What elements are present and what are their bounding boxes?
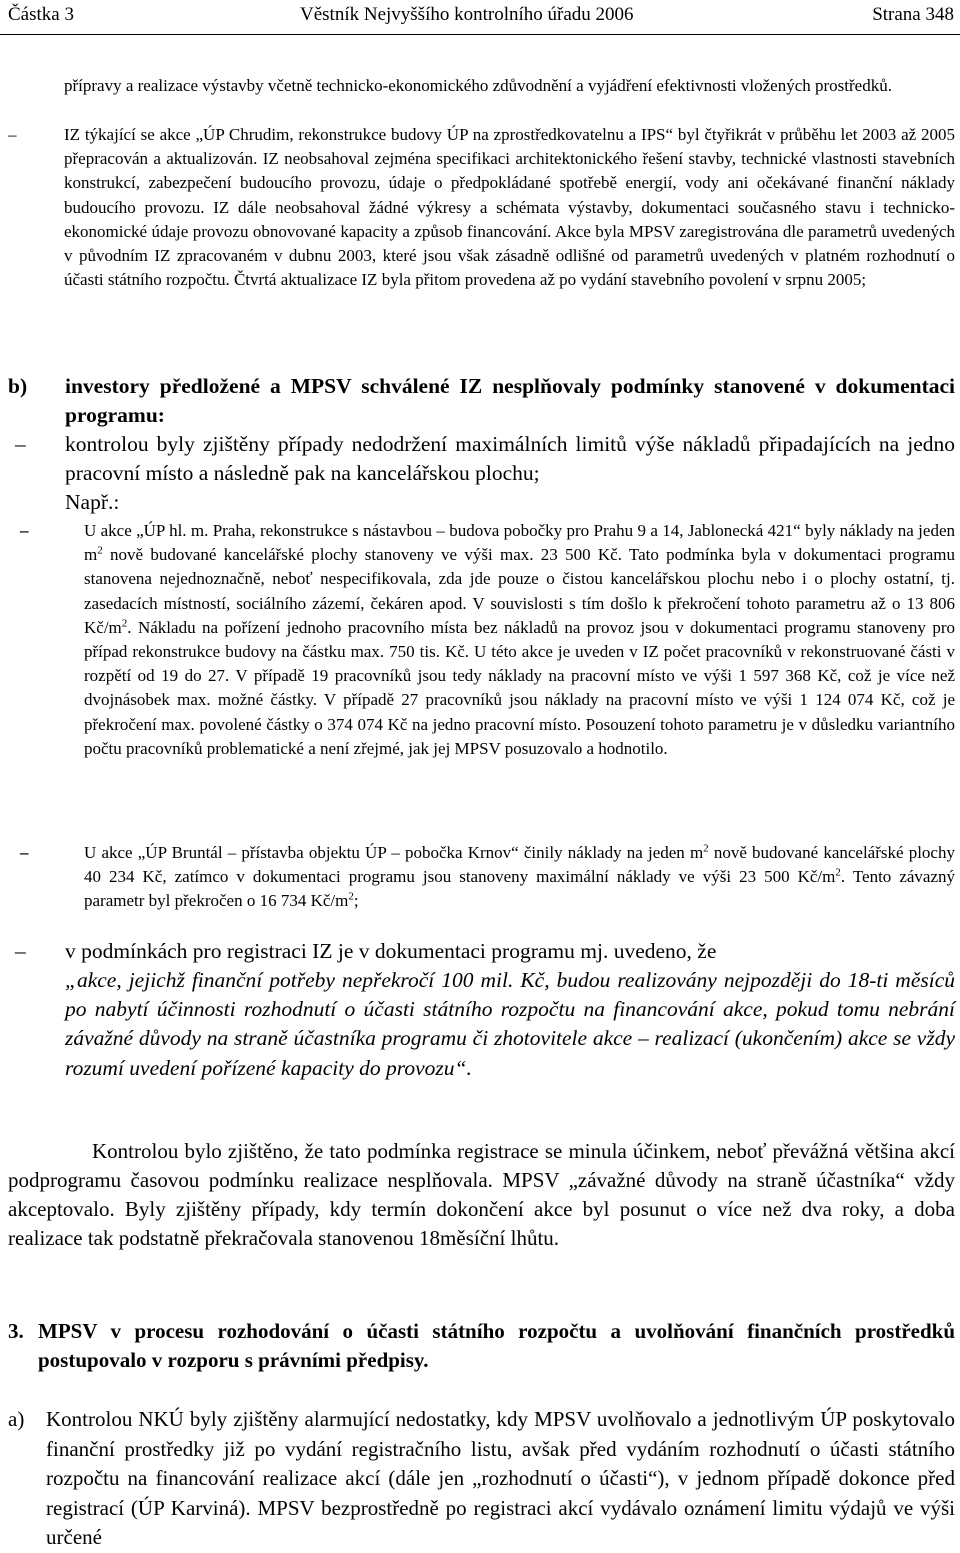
section-3-heading-text: MPSV v procesu rozhodování o účasti státního rozpočtu a uvolňování finančních prostředků postupovalo v rozporu s právními předpisy. [38,1319,955,1372]
list-item-text: kontrolou byly zjištěny případy nedodržení maximálních limitů výše nákladů připadajících na jedno pracovní místo a následně pak na kancelářskou plochu; [65,432,955,485]
section-a-marker: a) [8,1407,25,1431]
section-a [8,1405,955,1553]
section-3-number: 3. [8,1319,24,1343]
section-3 [8,1317,955,1375]
continued-text: přípravy a realizace výstavby včetně technicko-ekonomického zdůvodnění a vyjádření efektivnosti vložených prostředků. [64,76,892,95]
section-a-item [8,1405,955,1553]
header-rule [0,34,960,35]
header-page-number: Strana 348 [872,4,954,25]
body-paragraph [8,1137,955,1253]
paragraph-text: Kontrolou bylo zjištěno, že tato podmínka registrace se minula účinkem, neboť převážná většina akcí podprogramu časovou podmínku realizace nesplňovala. MPSV „závažné důvody na straně účastníka“ vždy akceptovalo. Byly zjištěny případy, kdy termín dokončení akce byl posunut o více než dva roky, a doba realizace tak podstatně překračovala stanovenou 18měsíční lhůtu. [8,1139,955,1250]
top-list-item [8,123,955,292]
section-b-marker: b) [8,374,28,398]
section-b-item-1 [8,430,955,517]
example-label: Např.: [65,490,120,514]
list-dash: – [20,843,29,862]
header-journal-title: Věstník Nejvyššího kontrolního úřadu 2006 [300,4,634,25]
section-b [8,372,955,430]
list-dash: – [15,939,26,963]
top-block [64,74,955,98]
list-dash: – [8,125,17,144]
list-item-text: v podmínkách pro registraci IZ je v dokumentaci programu mj. uvedeno, že [65,939,717,963]
section-b-heading-text: investory předložené a MPSV schválené IZ nesplňovaly podmínky stanovené v dokumentaci programu: [65,374,955,427]
section-a-text: Kontrolou NKÚ byly zjištěny alarmující nedostatky, kdy MPSV uvolňovalo a jednotlivým ÚP poskytovalo finanční prostředky již po vydání registračního listu, avšak před vydáním rozhodnutí o účasti státního rozpočtu na financování realizace akcí (dále jen „rozhodnutí o účasti“), v jednom případě dokonce před registrací (ÚP Karviná). MPSV bezprostředně po registraci akcí vydávalo oznámení limitu výdajů ve výši určené [46,1407,955,1549]
section-3-heading [8,1317,955,1375]
program-quote: „akce, jejichž finanční potřeby nepřekročí 100 mil. Kč, budou realizovány nejpozději do 18-ti měsíců po nabytí účinnosti rozhodnutí o účasti státního rozpočtu na financování akce, pokud tomu nebrání závažné důvody na straně účastníka programu či zhotovitele akce – realizací (ukončením) akce se vždy rozumí uvedení pořízené kapacity do provozu“. [65,968,955,1080]
list-dash: – [20,521,29,540]
page-header [0,0,960,38]
list-item-text: IZ týkající se akce „ÚP Chrudim, rekonstrukce budovy ÚP na zprostředkovatelnu a IPS“ byl čtyřikrát v průběhu let 2003 až 2005 přepracován a aktualizován. IZ neobsahoval zejména specifikaci architektonického řešení stavby, technické vlastnosti stavebních konstrukcí, zabezpečení budoucího provozu, údaje o předpokládané spotřebě energií, vody ani očekávané finanční náklady budoucího provozu. IZ dále neobsahoval žádné výkresy a schémata výstavby, dokumentaci současného stavu i technicko-ekonomické údaje provozu obnovované kapacity a způsob financování. Akce byla MPSV zaregistrována dle parametrů uvedených v původním IZ zpracovaném v dubnu 2003, které jsou však zásadně odlišné od parametrů uvedených v platném rozhodnutí o účasti státního rozpočtu. Čtvrtá aktualizace IZ byla přitom provedena až po vydání stavebního povolení v srpnu 2005; [64,125,955,290]
example-list-2 [0,841,955,914]
example-item-bruntal: – U akce „ÚP Bruntál – přístavba objektu ÚP – pobočka Krnov“ činily náklady na jeden $m^2$ nově budované kancelářské plochy 40 234 Kč, zatímco v dokumentaci programu jsou stanoveny maximální náklady ve výši 23 500 $Kč/m^2$. Tento závazný parametr byl překročen o 16 734 $Kč/m^2$; [20,842,956,911]
section-b-item-2 [8,936,955,1083]
example-list [0,519,955,761]
header-issue: Částka 3 [8,4,74,25]
section-b-heading [8,372,955,430]
example-item-praha: – U akce „ÚP hl. m. Praha, rekonstrukce s nástavbou – budova pobočky pro Prahu 9 a 14, Jablonecká 421“ byly náklady na jeden $m^2$ nově budované kancelářské plochy stanoveny ve výši max. 23 500 Kč. Tato podmínka byla v dokumentaci programu stanovena nejednoznačně, neboť nespecifikovala, zda jde pouze o čistou kancelářskou plochu nebo i o plochy ostatní, tj. zasedacích místností, sociálního zázemí, čekáren apod. V souvislosti s tím došlo k překročení tohoto parametru až o 13 806 $Kč/m^2$. Nákladu na pořízení jednoho pracovního místa bez nákladů na provoz jsou v dokumentaci programu stanoveny pro případ rekonstrukce budovy na částku max. 750 tis. Kč. U této akce je uveden v IZ počet pracovníků v rekonstruované části v rozpětí od 19 do 27. V případě 19 pracovníků jsou tedy náklady na pracovní místo ve výši 1 597 368 Kč, což je více než dvojnásobek max. možné částky. V případě 27 pracovníků jsou náklady na pracovní místo ve výši 1 124 074 Kč, což je překročení max. povolené částky o 374 074 Kč na jedno pracovní místo. Posouzení tohoto parametru je v důsledku variantního počtu pracovníků problematické a není zřejmé, jak jej MPSV posuzovalo a hodnotilo. [20,521,955,758]
list-dash: – [15,432,26,456]
